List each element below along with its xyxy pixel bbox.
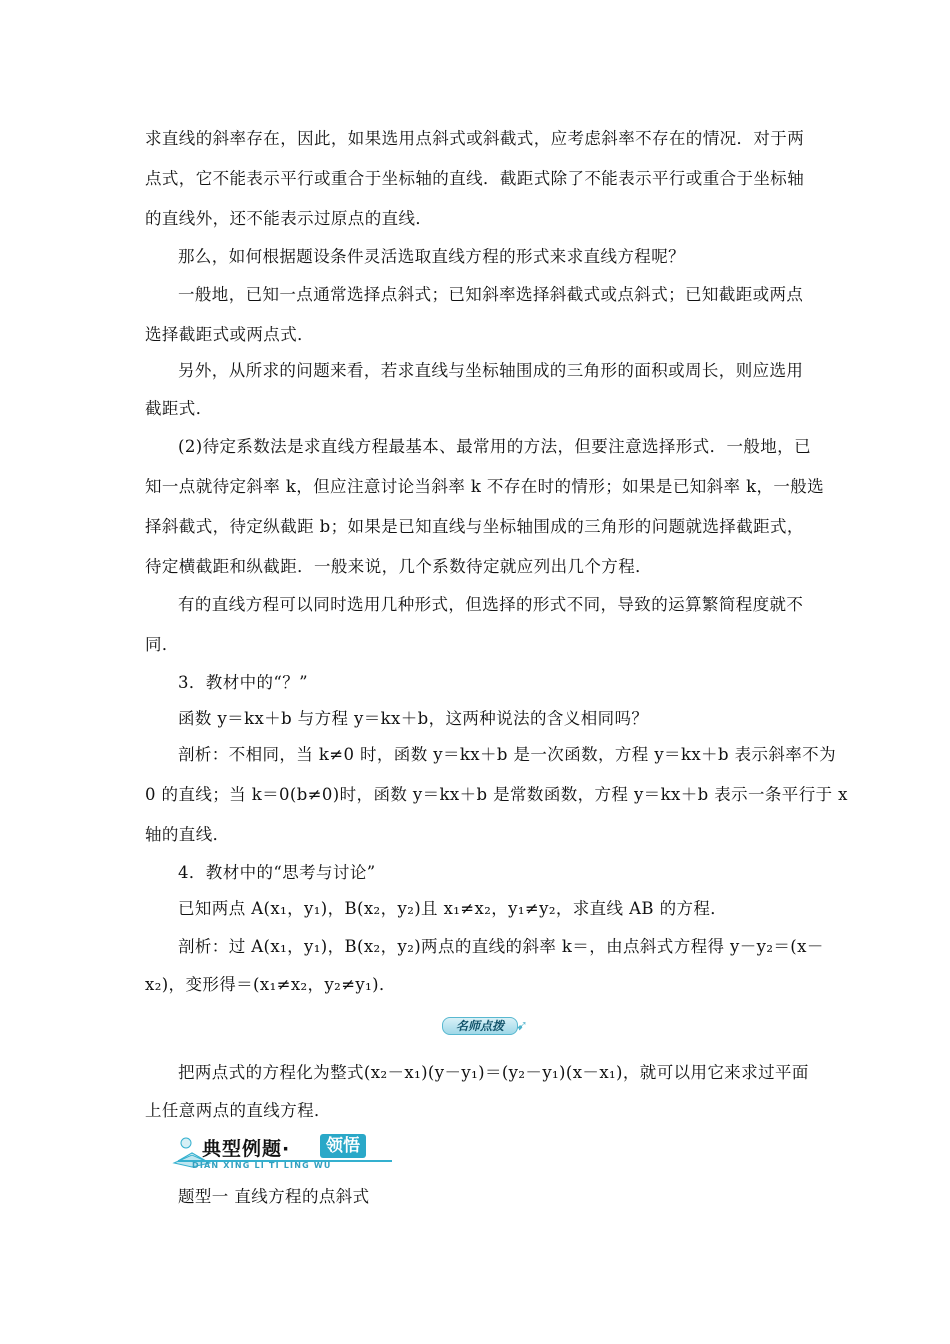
banner-tag: 领悟 (320, 1134, 366, 1158)
paragraph-line: 择斜截式，待定纵截距 b；如果是已知直线与坐标轴围成的三角形的问题就选择截距式， (145, 517, 804, 536)
paragraph-line: 同． (145, 635, 179, 654)
paragraph-line: 那么，如何根据题设条件灵活选取直线方程的形式来求直线方程呢？ (178, 247, 685, 266)
paragraph-line: 点式，它不能表示平行或重合于坐标轴的直线．截距式除了不能表示平行或重合于坐标轴 (145, 169, 805, 188)
paragraph-line: 上任意两点的直线方程． (145, 1101, 331, 1120)
paragraph-line: x₂)，变形得＝(x₁≠x₂，y₂≠y₁)． (145, 975, 396, 994)
paragraph-line: 选择截距式或两点式． (145, 325, 314, 344)
paragraph-line: 一般地，已知一点通常选择点斜式；已知斜率选择斜截式或点斜式；已知截距或两点 (178, 285, 804, 304)
paragraph-line: 0 的直线；当 k＝0(b≠0)时，函数 y＝kx＋b 是常数函数，方程 y＝kx＋b 表示一条平行于 x (145, 785, 848, 804)
paragraph-line: 轴的直线． (145, 825, 230, 844)
paragraph-line: 已知两点 A(x₁，y₁)，B(x₂，y₂)且 x₁≠x₂，y₁≠y₂，求直线 AB 的方程． (178, 899, 728, 918)
paragraph-line: 求直线的斜率存在，因此，如果选用点斜式或斜截式，应考虑斜率不存在的情况．对于两 (145, 129, 805, 148)
paragraph-line: 剖析：不相同，当 k≠0 时，函数 y＝kx＋b 是一次函数，方程 y＝kx＋b 表示斜率不为 (178, 745, 836, 764)
section-heading: 4．教材中的“思考与讨论” (178, 863, 376, 882)
paragraph-line: 有的直线方程可以同时选用几种形式，但选择的形式不同，导致的运算繁简程度就不 (178, 595, 804, 614)
badge-swirl-icon: ➹ (516, 1018, 528, 1034)
paragraph-line: 函数 y＝kx＋b 与方程 y＝kx＋b，这两种说法的含义相同吗？ (178, 709, 649, 728)
banner-pinyin: DIAN XING LI TI LING WU (192, 1161, 332, 1170)
paragraph-line: 知一点就待定斜率 k，但应注意讨论当斜率 k 不存在时的情形；如果是已知斜率 k，一般选 (145, 477, 825, 496)
banner-title: 典型例题· (202, 1138, 291, 1160)
paragraph-line: 的直线外，还不能表示过原点的直线． (145, 209, 433, 228)
section-heading: 3．教材中的“？” (178, 673, 308, 692)
paragraph-line: 剖析：过 A(x₁，y₁)，B(x₂，y₂)两点的直线的斜率 k＝，由点斜式方程得 y－y₂＝(x－ (178, 937, 824, 956)
paragraph-line: 把两点式的方程化为整式(x₂－x₁)(y－y₁)＝(y₂－y₁)(x－x₁)，就可以用它来求过平面 (178, 1063, 809, 1082)
paragraph-line: 待定横截距和纵截距．一般来说，几个系数待定就应列出几个方程． (145, 557, 652, 576)
teacher-tip-badge (442, 1015, 534, 1037)
paragraph-line: 另外，从所求的问题来看，若求直线与坐标轴围成的三角形的面积或周长，则应选用 (178, 361, 804, 380)
paragraph-line: (2)待定系数法是求直线方程最基本、最常用的方法，但要注意选择形式．一般地，已 (178, 437, 811, 456)
topic-heading: 题型一 直线方程的点斜式 (178, 1187, 370, 1206)
badge-label: 名师点拨 (442, 1017, 518, 1035)
section-banner (172, 1133, 394, 1171)
paragraph-line: 截距式． (145, 399, 213, 418)
